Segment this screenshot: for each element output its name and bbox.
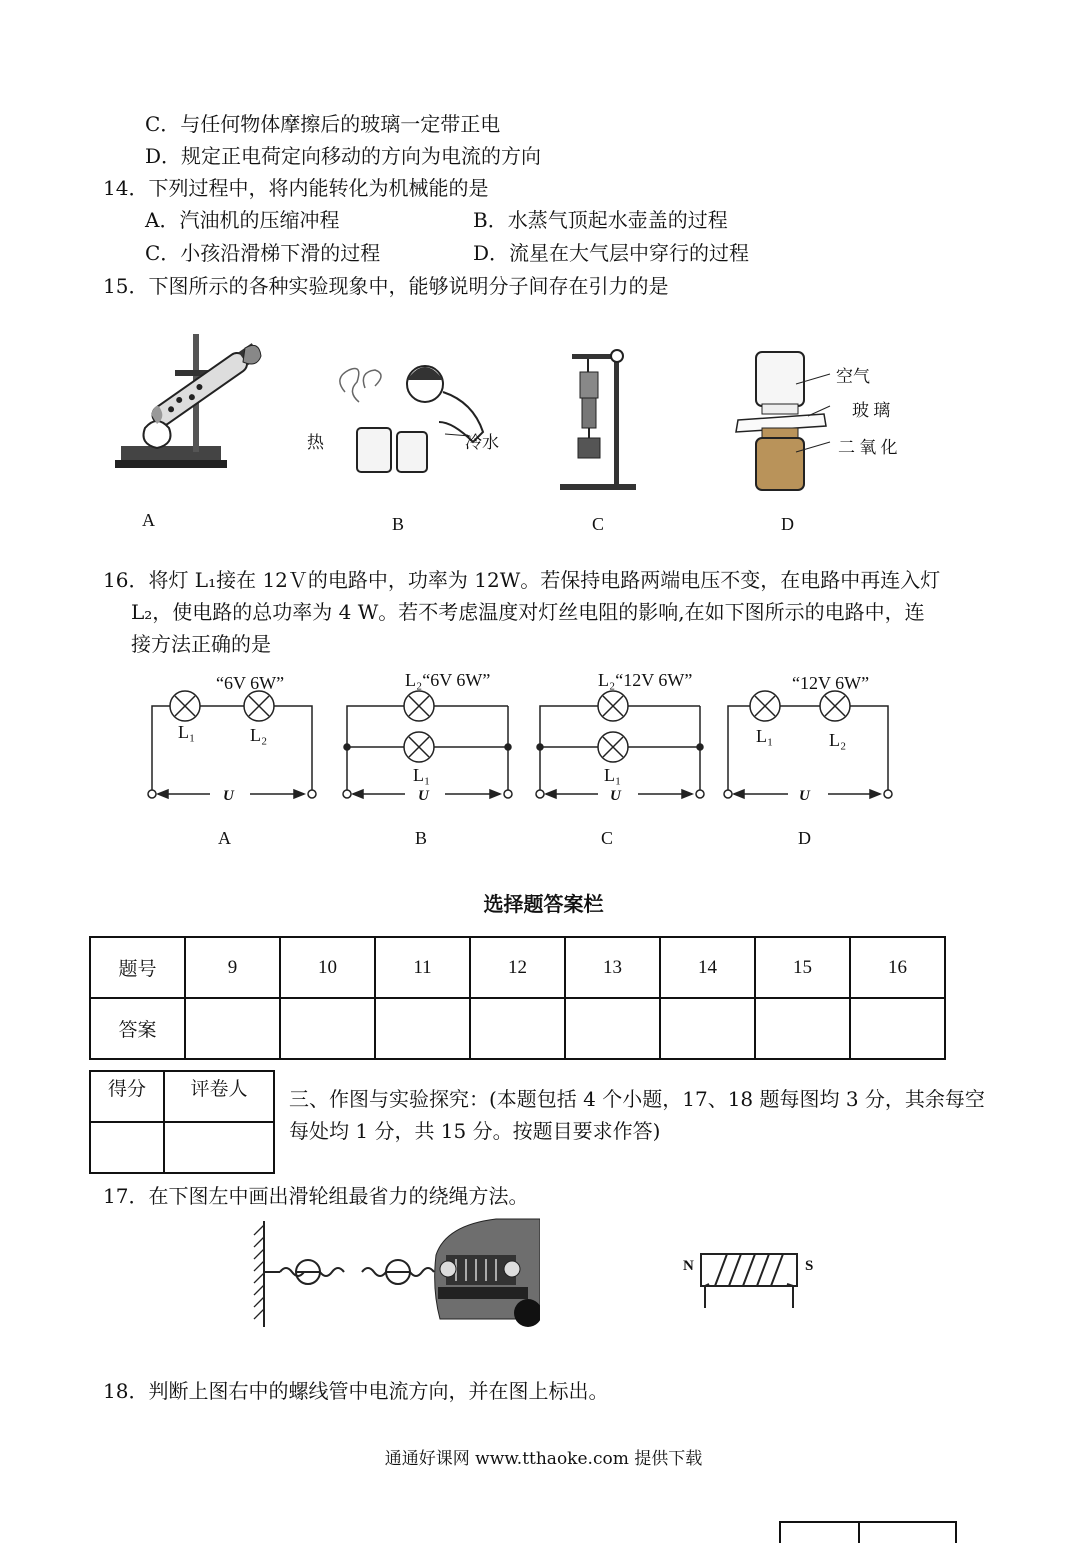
circuit-c-u: U [610, 788, 621, 804]
figure-a-label: A [142, 510, 155, 530]
q18-stem: 18．判断上图右中的螺线管中电流方向，并在图上标出。 [103, 1379, 609, 1403]
circuit-a-rating: “6V 6W” [216, 673, 285, 693]
answer-cell[interactable] [185, 998, 280, 1059]
answer-cell[interactable] [470, 998, 565, 1059]
circuit-a-l2: L₂ [250, 725, 268, 745]
answer-number: 13 [565, 937, 660, 998]
grader-cell[interactable] [164, 1122, 274, 1173]
answer-table-answer-row [90, 998, 945, 1059]
answer-table-title: 选择题答案栏 [483, 892, 604, 916]
circuit-b-rating: L₂“6V 6W” [405, 670, 491, 690]
page-footer: 通通好课网 www.tthaoke.com 提供下载 [384, 1449, 703, 1469]
circuit-a-l1: L₁ [178, 722, 196, 742]
figure-b-diffusion [305, 362, 505, 477]
figure-b-cold-label: 冷水 [465, 433, 499, 452]
circuit-d-u: U [799, 788, 810, 804]
score-cell[interactable] [90, 1122, 164, 1173]
q16-stem-line2: L₂，使电路的总功率为 4 W。若不考虑温度对灯丝电阻的影响,在如下图所示的电路中，连 [131, 600, 925, 624]
figure-d-glass-label: 玻 璃 [852, 401, 891, 420]
circuit-diagrams [140, 690, 930, 805]
figure-d-gas-label: 二 氧 化 [838, 438, 898, 457]
answer-table [89, 936, 946, 1060]
score-table [89, 1070, 275, 1174]
figure-d-air-label: 空气 [836, 367, 870, 386]
answer-number: 16 [850, 937, 945, 998]
answer-table-number-row [90, 937, 945, 998]
q14-option-d: D．流星在大气层中穿行的过程 [473, 241, 750, 265]
solenoid-figure [695, 1250, 805, 1310]
circuit-b-label: B [415, 828, 428, 848]
answer-cell[interactable] [660, 998, 755, 1059]
answer-number: 9 [185, 937, 280, 998]
answer-number: 12 [470, 937, 565, 998]
figure-d-gas-bottles [732, 348, 832, 493]
answer-cell[interactable] [375, 998, 470, 1059]
answer-cell[interactable] [755, 998, 850, 1059]
circuit-d-label: D [798, 828, 811, 848]
answer-cell[interactable] [565, 998, 660, 1059]
q13-option-c: C．与任何物体摩擦后的玻璃一定带正电 [145, 112, 501, 136]
solenoid-n-label: N [683, 1258, 694, 1274]
answer-cell[interactable] [280, 998, 375, 1059]
section3-heading: 三、作图与实验探究：(本题包括 4 个小题，17、18 题每图均 3 分，其余每空每处均 1 分，共 15 分。按题目要求作答) [289, 1087, 985, 1143]
figure-c-label: C [592, 514, 605, 534]
answer-table-row2-header: 答案 [90, 998, 185, 1059]
figure-d-label: D [781, 514, 794, 534]
q16-stem-line1: 16．将灯 L₁接在 12Ｖ的电路中，功率为 12W。若保持电路两端电压不变，在电路中再连入灯 [103, 568, 941, 592]
pulley-car-figure [250, 1215, 540, 1330]
circuit-b-l1: L₁ [413, 765, 431, 785]
answer-table-row1-header: 题号 [90, 937, 185, 998]
q17-stem: 17．在下图左中画出滑轮组最省力的绕绳方法。 [103, 1184, 529, 1208]
q14-option-b: B．水蒸气顶起水壶盖的过程 [473, 208, 728, 232]
solenoid-s-label: S [805, 1258, 814, 1274]
circuit-c-rating: L₂“12V 6W” [598, 670, 693, 690]
answer-number: 11 [375, 937, 470, 998]
circuit-b-u: U [418, 788, 429, 804]
circuit-d-rating: “12V 6W” [792, 673, 870, 693]
circuit-c-l1: L₁ [604, 765, 622, 785]
circuit-d-l2: L₂ [829, 730, 847, 750]
score-header: 得分 [90, 1071, 164, 1122]
q14-stem: 14．下列过程中，将内能转化为机械能的是 [103, 176, 489, 200]
figure-a-test-tube-heating [115, 328, 280, 473]
grader-header: 评卷人 [164, 1071, 274, 1122]
figure-b-hot-label: 热 [307, 433, 324, 452]
circuit-a-label: A [218, 828, 231, 848]
circuit-a-u: U [223, 788, 234, 804]
answer-number: 10 [280, 937, 375, 998]
q15-stem: 15．下图所示的各种实验现象中，能够说明分子间存在引力的是 [103, 274, 669, 298]
answer-cell[interactable] [850, 998, 945, 1059]
circuit-d-l1: L₁ [756, 726, 774, 746]
bottom-right-box [779, 1521, 957, 1543]
q14-option-c: C．小孩沿滑梯下滑的过程 [145, 241, 381, 265]
answer-number: 14 [660, 937, 755, 998]
figure-c-lead-blocks [558, 346, 643, 492]
answer-number: 15 [755, 937, 850, 998]
q13-option-d: D．规定正电荷定向移动的方向为电流的方向 [145, 144, 542, 168]
circuit-c-label: C [601, 828, 614, 848]
figure-b-label: B [392, 514, 405, 534]
q16-stem-line3: 接方法正确的是 [131, 632, 271, 656]
q14-option-a: A．汽油机的压缩冲程 [145, 208, 340, 232]
